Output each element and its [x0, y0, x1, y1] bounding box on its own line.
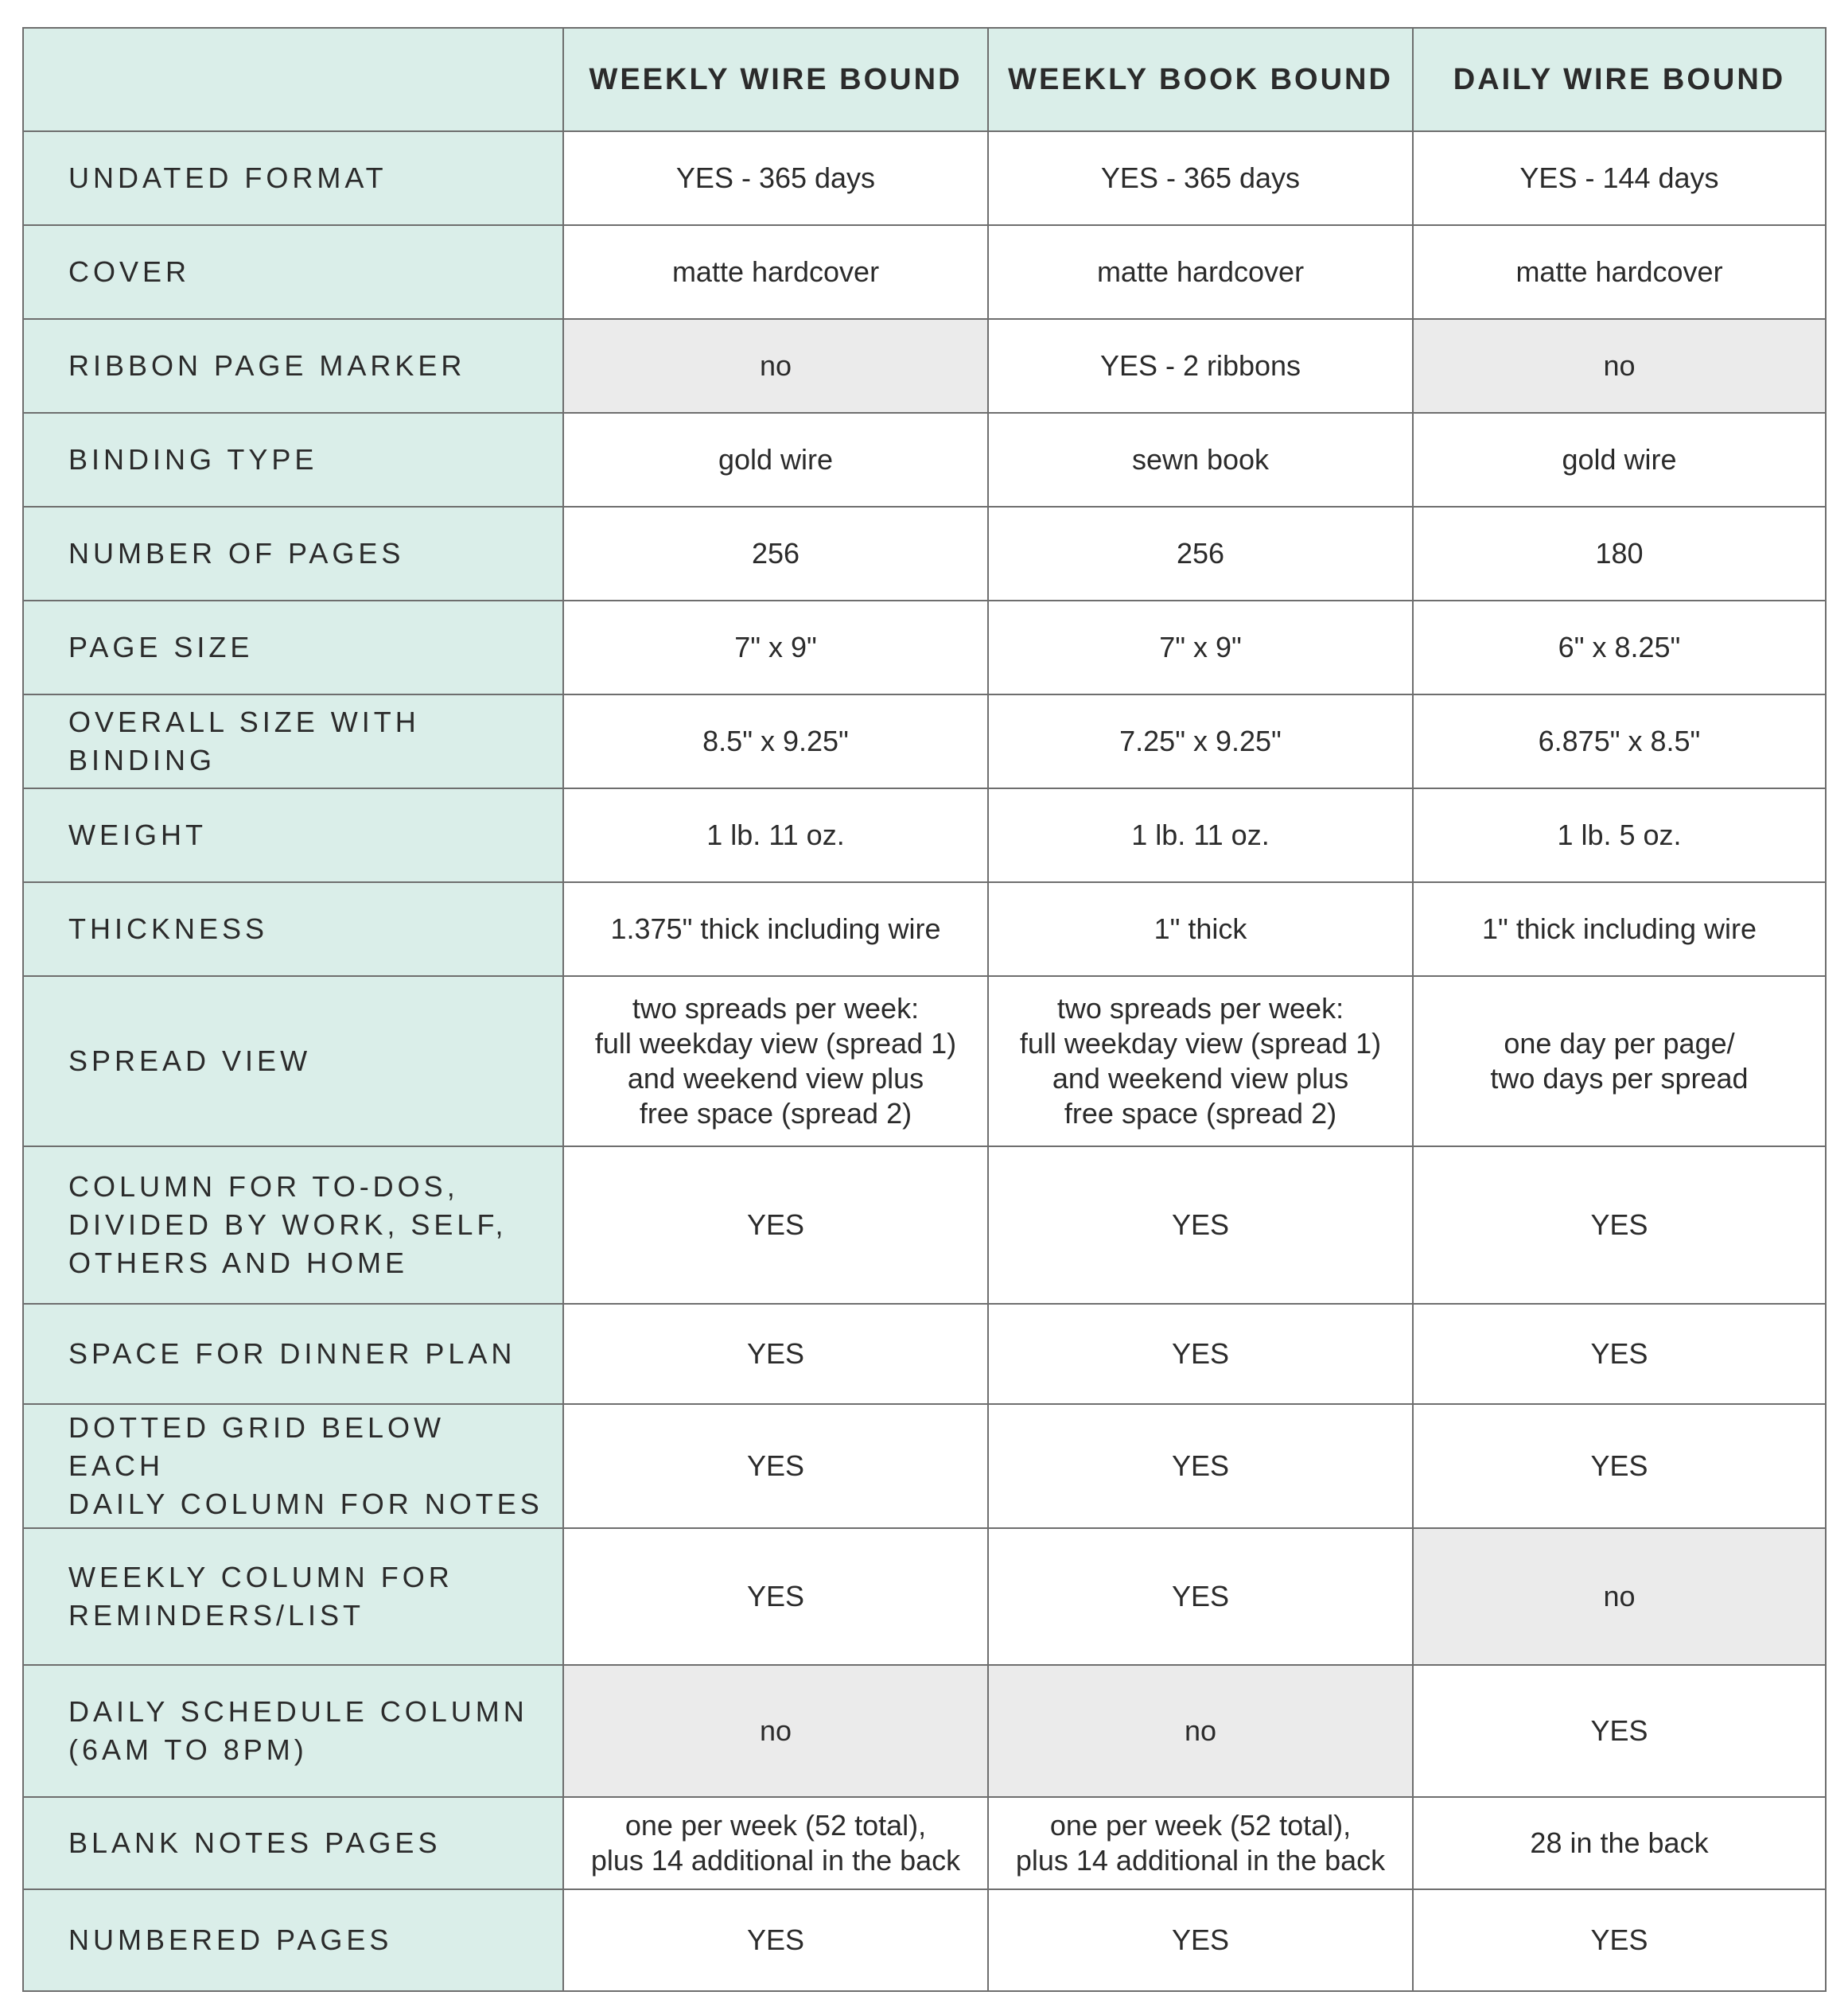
value-cell: 1" thick [988, 882, 1413, 976]
value-cell: matte hardcover [1413, 225, 1826, 319]
row-label: OVERALL SIZE WITH BINDING [23, 694, 563, 788]
value-cell: YES [988, 1889, 1413, 1991]
value-cell: YES [1413, 1304, 1826, 1404]
table-row [23, 1404, 1826, 1528]
value-cell: 1 lb. 11 oz. [988, 788, 1413, 882]
value-cell: 6" x 8.25" [1413, 601, 1826, 694]
table-row [23, 507, 1826, 601]
table-row [23, 1665, 1826, 1797]
row-label: WEIGHT [23, 788, 563, 882]
value-cell: no [988, 1665, 1413, 1797]
table-row [23, 413, 1826, 507]
value-cell: 1 lb. 11 oz. [563, 788, 988, 882]
value-cell: 1 lb. 5 oz. [1413, 788, 1826, 882]
value-cell: 180 [1413, 507, 1826, 601]
row-label: PAGE SIZE [23, 601, 563, 694]
value-cell: one per week (52 total), plus 14 additional in the back [988, 1797, 1413, 1889]
row-label: NUMBERED PAGES [23, 1889, 563, 1991]
value-cell: sewn book [988, 413, 1413, 507]
row-label: DAILY SCHEDULE COLUMN (6AM TO 8PM) [23, 1665, 563, 1797]
value-cell: YES [1413, 1889, 1826, 1991]
value-cell: matte hardcover [988, 225, 1413, 319]
value-cell: no [1413, 1528, 1826, 1665]
value-cell: YES [1413, 1404, 1826, 1528]
value-cell: YES [563, 1146, 988, 1304]
row-label: NUMBER OF PAGES [23, 507, 563, 601]
table-row [23, 1528, 1826, 1665]
value-cell: 256 [988, 507, 1413, 601]
table-row [23, 976, 1826, 1146]
value-cell: YES [988, 1146, 1413, 1304]
column-header-weekly-wire-bound: WEEKLY WIRE BOUND [563, 28, 988, 131]
value-cell: gold wire [563, 413, 988, 507]
value-cell: one day per page/ two days per spread [1413, 976, 1826, 1146]
table-row [23, 319, 1826, 413]
value-cell: YES - 144 days [1413, 131, 1826, 225]
value-cell: one per week (52 total), plus 14 additional in the back [563, 1797, 988, 1889]
header-row [23, 28, 1826, 131]
value-cell: no [1413, 319, 1826, 413]
row-label: SPREAD VIEW [23, 976, 563, 1146]
value-cell: 8.5" x 9.25" [563, 694, 988, 788]
value-cell: YES - 365 days [563, 131, 988, 225]
table-row [23, 601, 1826, 694]
table-row [23, 788, 1826, 882]
row-label: DOTTED GRID BELOW EACH DAILY COLUMN FOR NOTES [23, 1404, 563, 1528]
table-row [23, 1797, 1826, 1889]
value-cell: 1.375" thick including wire [563, 882, 988, 976]
value-cell: YES [988, 1304, 1413, 1404]
table-row [23, 694, 1826, 788]
corner-cell [23, 28, 563, 131]
value-cell: two spreads per week: full weekday view (spread 1) and weekend view plus free space (spread 2) [988, 976, 1413, 1146]
value-cell: no [563, 1665, 988, 1797]
value-cell: YES [1413, 1665, 1826, 1797]
table-row [23, 131, 1826, 225]
value-cell: YES [988, 1528, 1413, 1665]
row-label: COVER [23, 225, 563, 319]
value-cell: 1" thick including wire [1413, 882, 1826, 976]
value-cell: gold wire [1413, 413, 1826, 507]
row-label: RIBBON PAGE MARKER [23, 319, 563, 413]
row-label: COLUMN FOR TO-DOS, DIVIDED BY WORK, SELF, OTHERS AND HOME [23, 1146, 563, 1304]
value-cell: YES - 2 ribbons [988, 319, 1413, 413]
row-label: BINDING TYPE [23, 413, 563, 507]
value-cell: 7.25" x 9.25" [988, 694, 1413, 788]
value-cell: 7" x 9" [563, 601, 988, 694]
column-header-weekly-book-bound: WEEKLY BOOK BOUND [988, 28, 1413, 131]
table-row [23, 225, 1826, 319]
value-cell: YES - 365 days [988, 131, 1413, 225]
value-cell: 28 in the back [1413, 1797, 1826, 1889]
value-cell: 6.875" x 8.5" [1413, 694, 1826, 788]
value-cell: YES [563, 1404, 988, 1528]
table-row [23, 882, 1826, 976]
column-header-daily-wire-bound: DAILY WIRE BOUND [1413, 28, 1826, 131]
row-label: WEEKLY COLUMN FOR REMINDERS/LIST [23, 1528, 563, 1665]
table-row [23, 1889, 1826, 1991]
value-cell: YES [563, 1889, 988, 1991]
value-cell: matte hardcover [563, 225, 988, 319]
value-cell: YES [1413, 1146, 1826, 1304]
value-cell: no [563, 319, 988, 413]
value-cell: 7" x 9" [988, 601, 1413, 694]
value-cell: 256 [563, 507, 988, 601]
comparison-table [22, 27, 1827, 1992]
row-label: BLANK NOTES PAGES [23, 1797, 563, 1889]
row-label: UNDATED FORMAT [23, 131, 563, 225]
table-row [23, 1304, 1826, 1404]
table-body [23, 131, 1826, 1991]
value-cell: YES [988, 1404, 1413, 1528]
row-label: SPACE FOR DINNER PLAN [23, 1304, 563, 1404]
value-cell: YES [563, 1304, 988, 1404]
table-row [23, 1146, 1826, 1304]
row-label: THICKNESS [23, 882, 563, 976]
value-cell: two spreads per week: full weekday view (spread 1) and weekend view plus free space (spread 2) [563, 976, 988, 1146]
value-cell: YES [563, 1528, 988, 1665]
